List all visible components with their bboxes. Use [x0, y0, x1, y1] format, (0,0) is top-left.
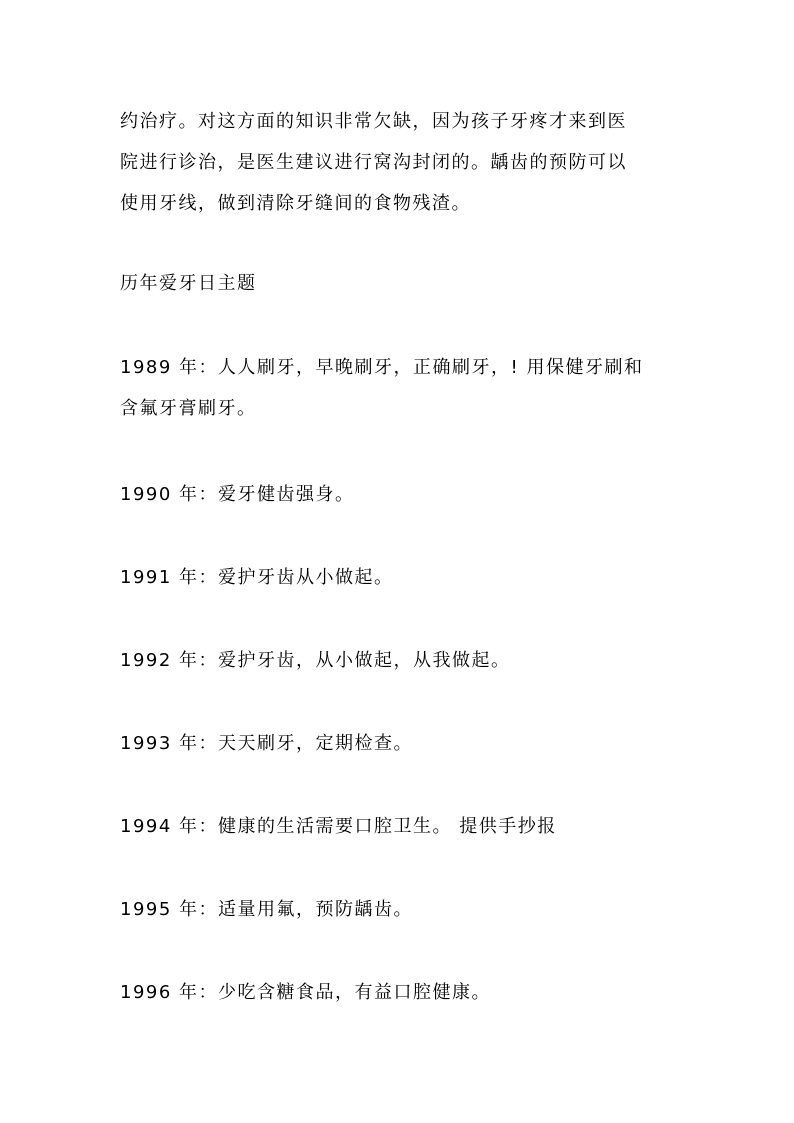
entry-1993: 1993 年：天天刷牙，定期检查。: [120, 733, 414, 754]
section-title: 历年爱牙日主题: [120, 273, 257, 294]
intro-paragraph: [120, 101, 690, 224]
entry-1994: 1994 年：健康的生活需要口腔卫生。 提供手抄报: [120, 816, 557, 837]
entry-1991: 1991 年：爱护牙齿从小做起。: [120, 567, 394, 588]
intro-line-2: 院进行诊治，是医生建议进行窝沟封闭的。龋齿的预防可以: [120, 152, 627, 173]
entry-1996: 1996 年：少吃含糖食品，有益口腔健康。: [120, 982, 492, 1003]
entry-1992: 1992 年：爱护牙齿，从小做起，从我做起。: [120, 650, 511, 671]
entry-1990: 1990 年：爱牙健齿强身。: [120, 484, 355, 505]
intro-line-3: 使用牙线，做到清除牙缝间的食物残渣。: [120, 193, 471, 214]
entry-1989: [120, 347, 690, 429]
entry-1989-line-2: 含氟牙膏刷牙。: [120, 398, 257, 419]
entry-1995: 1995 年：适量用氟，预防龋齿。: [120, 899, 414, 920]
intro-line-1: 约治疗。对这方面的知识非常欠缺，因为孩子牙疼才来到医: [120, 111, 627, 132]
entry-1989-line-1: 1989 年：人人刷牙，早晚刷牙，正确刷牙，! 用保健牙刷和: [120, 357, 644, 378]
